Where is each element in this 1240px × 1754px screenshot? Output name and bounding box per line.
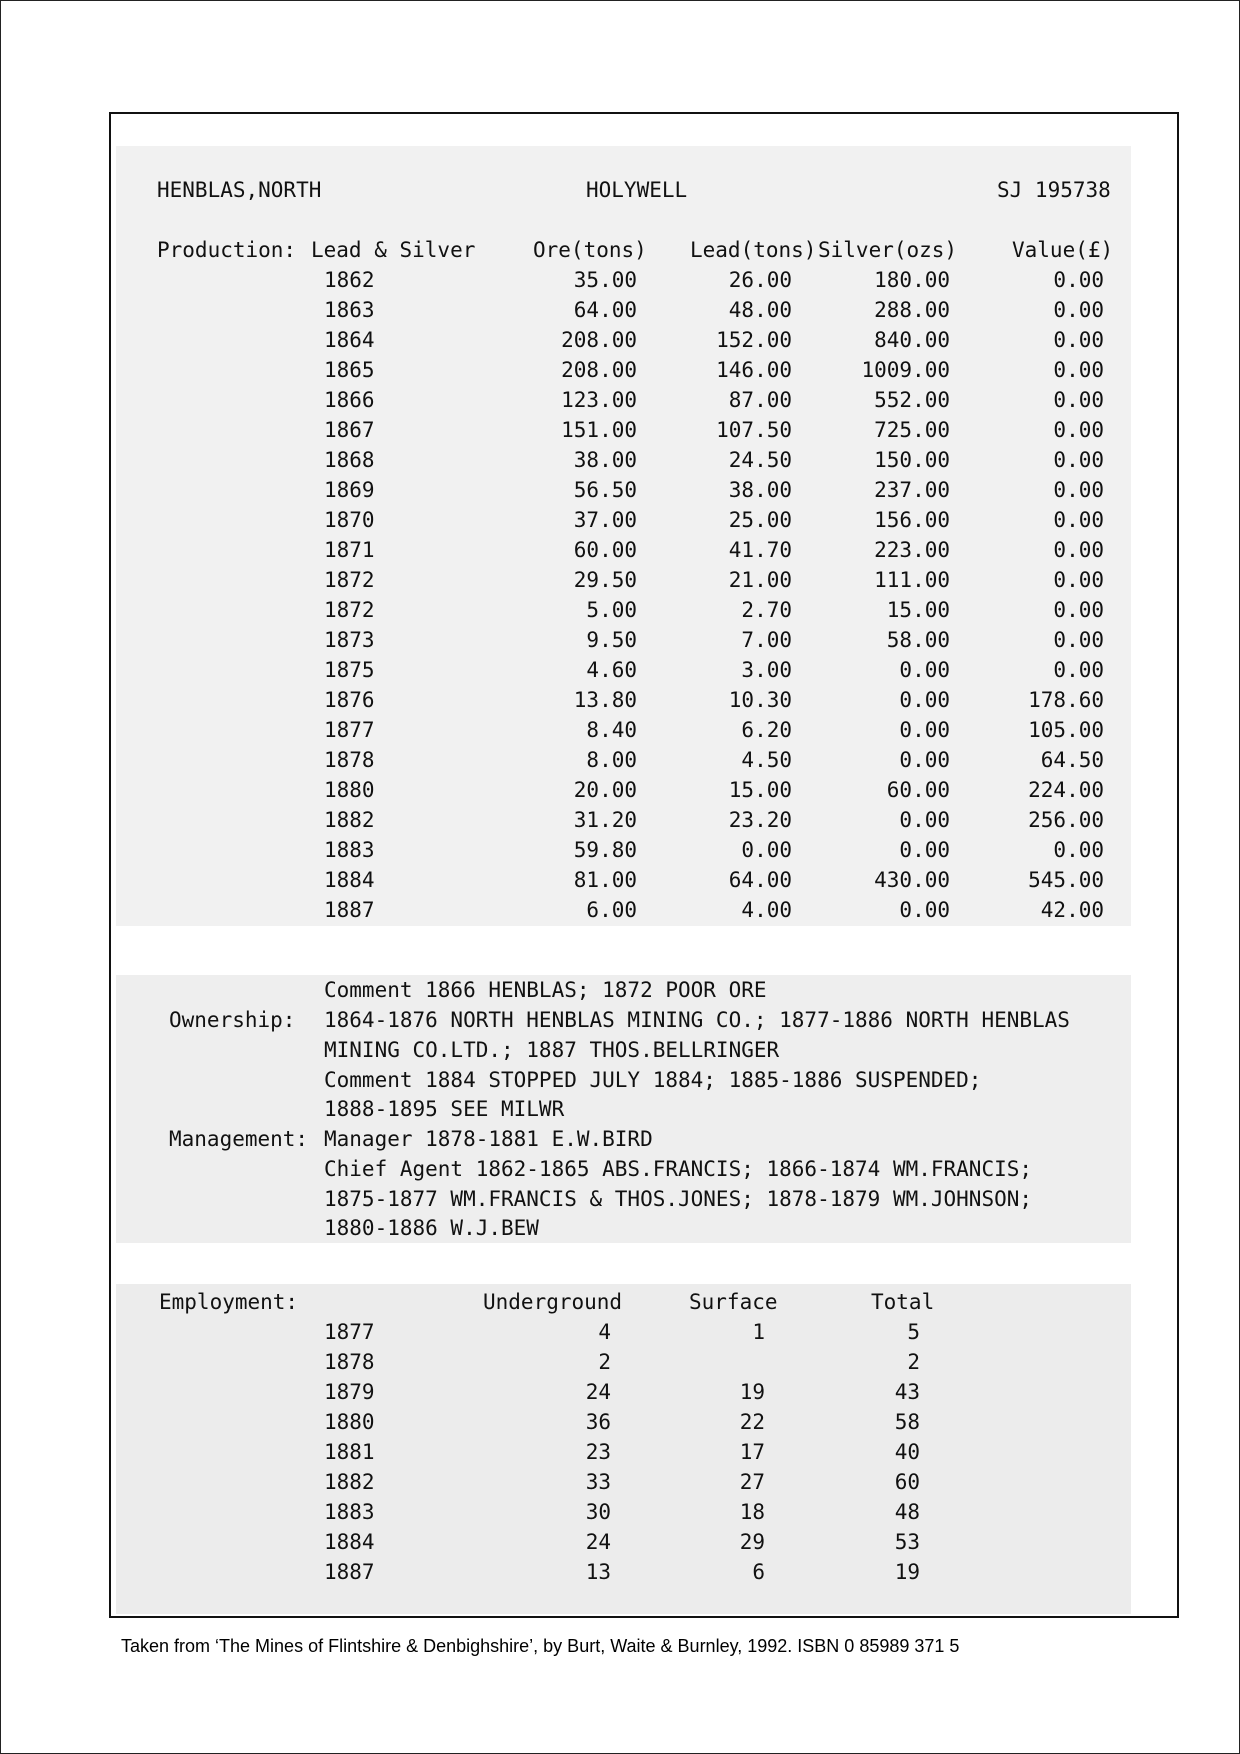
year-cell: 1884 [324,868,375,892]
ore-cell: 59.80 [573,838,637,862]
year-cell: 1880 [324,1410,375,1434]
column-header-silver: Silver(ozs) [818,238,958,262]
silver-cell: 0.00 [899,718,950,742]
value-cell: 0.00 [1053,358,1104,382]
year-cell: 1880 [324,778,375,802]
table-row [0,1442,1240,1472]
ore-cell: 151.00 [561,418,637,442]
underground-cell: 24 [585,1380,611,1404]
ore-cell: 60.00 [573,538,637,562]
lead-cell: 4.00 [741,898,792,922]
silver-cell: 1009.00 [861,358,950,382]
table-row [0,390,1240,420]
year-cell: 1869 [324,478,375,502]
total-cell: 48 [894,1500,920,1524]
silver-cell: 223.00 [874,538,950,562]
table-row [0,1322,1240,1352]
lead-cell: 6.20 [741,718,792,742]
table-row [0,540,1240,570]
ore-cell: 8.00 [586,748,637,772]
silver-cell: 725.00 [874,418,950,442]
ore-cell: 5.00 [586,598,637,622]
silver-cell: 180.00 [874,268,950,292]
silver-cell: 156.00 [874,508,950,532]
ore-cell: 38.00 [573,448,637,472]
table-row [0,570,1240,600]
year-cell: 1872 [324,568,375,592]
table-row [0,270,1240,300]
district-name: HOLYWELL [586,178,688,202]
grid-reference: SJ 195738 [997,178,1111,202]
column-header-total: Total [871,1290,935,1314]
table-row [0,810,1240,840]
value-cell: 256.00 [1028,808,1104,832]
table-row [0,870,1240,900]
year-cell: 1870 [324,508,375,532]
lead-cell: 24.50 [728,448,792,472]
table-row [0,420,1240,450]
value-cell: 0.00 [1053,388,1104,412]
value-cell: 0.00 [1053,268,1104,292]
ore-cell: 8.40 [586,718,637,742]
year-cell: 1867 [324,418,375,442]
surface-cell: 27 [739,1470,765,1494]
table-row [0,1382,1240,1412]
value-cell: 0.00 [1053,538,1104,562]
column-header-surface: Surface [689,1290,778,1314]
lead-cell: 3.00 [741,658,792,682]
source-caption: Taken from ‘The Mines of Flintshire & Denbighshire’, by Burt, Waite & Burnley, 1992. ISBN 0 85989 371 5 [121,1636,960,1656]
value-cell: 0.00 [1053,838,1104,862]
ore-cell: 6.00 [586,898,637,922]
value-cell: 42.00 [1040,898,1104,922]
value-cell: 0.00 [1053,418,1104,442]
lead-cell: 146.00 [716,358,792,382]
table-row [0,660,1240,690]
year-cell: 1883 [324,838,375,862]
silver-cell: 237.00 [874,478,950,502]
year-cell: 1884 [324,1530,375,1554]
underground-cell: 2 [598,1350,611,1374]
silver-cell: 840.00 [874,328,950,352]
lead-cell: 152.00 [716,328,792,352]
year-cell: 1862 [324,268,375,292]
total-cell: 60 [894,1470,920,1494]
lead-cell: 25.00 [728,508,792,532]
year-cell: 1877 [324,1320,375,1344]
table-row [0,1472,1240,1502]
table-row [0,900,1240,930]
value-cell: 64.50 [1040,748,1104,772]
silver-cell: 0.00 [899,658,950,682]
production-label: Production: [157,238,297,262]
year-cell: 1877 [324,718,375,742]
surface-cell: 6 [752,1560,765,1584]
underground-cell: 13 [585,1560,611,1584]
year-cell: 1879 [324,1380,375,1404]
ownership-line: 1888-1895 SEE MILWR [324,1097,565,1121]
silver-cell: 552.00 [874,388,950,412]
lead-cell: 41.70 [728,538,792,562]
mine-name: HENBLAS,NORTH [157,178,322,202]
total-cell: 2 [907,1350,920,1374]
total-cell: 43 [894,1380,920,1404]
lead-cell: 107.50 [716,418,792,442]
silver-cell: 0.00 [899,808,950,832]
management-line: Chief Agent 1862-1865 ABS.FRANCIS; 1866-1874 WM.FRANCIS; [324,1157,1033,1181]
underground-cell: 30 [585,1500,611,1524]
underground-cell: 36 [585,1410,611,1434]
table-row [0,300,1240,330]
table-row [0,1562,1240,1592]
lead-cell: 7.00 [741,628,792,652]
year-cell: 1882 [324,1470,375,1494]
total-cell: 5 [907,1320,920,1344]
year-cell: 1883 [324,1500,375,1524]
value-cell: 105.00 [1028,718,1104,742]
surface-cell: 22 [739,1410,765,1434]
year-cell: 1863 [324,298,375,322]
silver-cell: 0.00 [899,748,950,772]
lead-cell: 15.00 [728,778,792,802]
underground-cell: 23 [585,1440,611,1464]
value-cell: 0.00 [1053,448,1104,472]
surface-cell: 1 [752,1320,765,1344]
lead-cell: 21.00 [728,568,792,592]
lead-cell: 64.00 [728,868,792,892]
ore-cell: 123.00 [561,388,637,412]
table-row [0,360,1240,390]
value-cell: 224.00 [1028,778,1104,802]
silver-cell: 0.00 [899,898,950,922]
table-row [0,1502,1240,1532]
production-minerals: Lead & Silver [311,238,476,262]
ownership-label: Ownership: [169,1008,296,1032]
underground-cell: 4 [598,1320,611,1344]
value-cell: 545.00 [1028,868,1104,892]
value-cell: 0.00 [1053,568,1104,592]
surface-cell: 29 [739,1530,765,1554]
ore-cell: 208.00 [561,328,637,352]
ownership-line: 1864-1876 NORTH HENBLAS MINING CO.; 1877-1886 NORTH HENBLAS [324,1008,1070,1032]
silver-cell: 288.00 [874,298,950,322]
lead-cell: 23.20 [728,808,792,832]
table-row [0,480,1240,510]
ore-cell: 9.50 [586,628,637,652]
value-cell: 0.00 [1053,478,1104,502]
year-cell: 1872 [324,598,375,622]
table-row [0,330,1240,360]
ore-cell: 56.50 [573,478,637,502]
ownership-line: Comment 1884 STOPPED JULY 1884; 1885-1886 SUSPENDED; [324,1068,982,1092]
table-row [0,1532,1240,1562]
column-header-value: Value(£) [1012,238,1114,262]
ore-cell: 29.50 [573,568,637,592]
total-cell: 58 [894,1410,920,1434]
table-row [0,690,1240,720]
column-header-ore: Ore(tons) [533,238,647,262]
comment-line: Comment 1866 HENBLAS; 1872 POOR ORE [324,978,767,1002]
lead-cell: 2.70 [741,598,792,622]
year-cell: 1876 [324,688,375,712]
employment-label: Employment: [159,1290,299,1314]
table-row [0,840,1240,870]
surface-cell: 18 [739,1500,765,1524]
management-line: 1875-1877 WM.FRANCIS & THOS.JONES; 1878-1879 WM.JOHNSON; [324,1187,1033,1211]
management-label: Management: [169,1127,309,1151]
ore-cell: 208.00 [561,358,637,382]
silver-cell: 60.00 [886,778,950,802]
year-cell: 1868 [324,448,375,472]
year-cell: 1866 [324,388,375,412]
value-cell: 178.60 [1028,688,1104,712]
silver-cell: 0.00 [899,688,950,712]
ore-cell: 4.60 [586,658,637,682]
year-cell: 1864 [324,328,375,352]
year-cell: 1887 [324,1560,375,1584]
table-row [0,600,1240,630]
ore-cell: 20.00 [573,778,637,802]
surface-cell: 19 [739,1380,765,1404]
column-header-underground: Underground [483,1290,623,1314]
ore-cell: 35.00 [573,268,637,292]
column-header-lead: Lead(tons) [690,238,817,262]
value-cell: 0.00 [1053,298,1104,322]
surface-cell: 17 [739,1440,765,1464]
ore-cell: 81.00 [573,868,637,892]
year-cell: 1878 [324,1350,375,1374]
table-row [0,1352,1240,1382]
lead-cell: 48.00 [728,298,792,322]
year-cell: 1887 [324,898,375,922]
ore-cell: 13.80 [573,688,637,712]
silver-cell: 111.00 [874,568,950,592]
table-row [0,1412,1240,1442]
lead-cell: 0.00 [741,838,792,862]
table-row [0,750,1240,780]
ore-cell: 37.00 [573,508,637,532]
silver-cell: 15.00 [886,598,950,622]
lead-cell: 4.50 [741,748,792,772]
value-cell: 0.00 [1053,508,1104,532]
year-cell: 1878 [324,748,375,772]
value-cell: 0.00 [1053,658,1104,682]
silver-cell: 58.00 [886,628,950,652]
silver-cell: 430.00 [874,868,950,892]
year-cell: 1873 [324,628,375,652]
total-cell: 40 [894,1440,920,1464]
year-cell: 1881 [324,1440,375,1464]
ore-cell: 64.00 [573,298,637,322]
table-row [0,780,1240,810]
silver-cell: 0.00 [899,838,950,862]
value-cell: 0.00 [1053,328,1104,352]
silver-cell: 150.00 [874,448,950,472]
year-cell: 1882 [324,808,375,832]
table-row [0,630,1240,660]
management-line: 1880-1886 W.J.BEW [324,1216,539,1240]
year-cell: 1865 [324,358,375,382]
table-row [0,720,1240,750]
underground-cell: 33 [585,1470,611,1494]
ore-cell: 31.20 [573,808,637,832]
management-line: Manager 1878-1881 E.W.BIRD [324,1127,653,1151]
lead-cell: 38.00 [728,478,792,502]
lead-cell: 26.00 [728,268,792,292]
year-cell: 1875 [324,658,375,682]
value-cell: 0.00 [1053,628,1104,652]
lead-cell: 87.00 [728,388,792,412]
underground-cell: 24 [585,1530,611,1554]
lead-cell: 10.30 [728,688,792,712]
table-row [0,450,1240,480]
table-row [0,510,1240,540]
ownership-line: MINING CO.LTD.; 1887 THOS.BELLRINGER [324,1038,780,1062]
total-cell: 53 [894,1530,920,1554]
total-cell: 19 [894,1560,920,1584]
value-cell: 0.00 [1053,598,1104,622]
year-cell: 1871 [324,538,375,562]
